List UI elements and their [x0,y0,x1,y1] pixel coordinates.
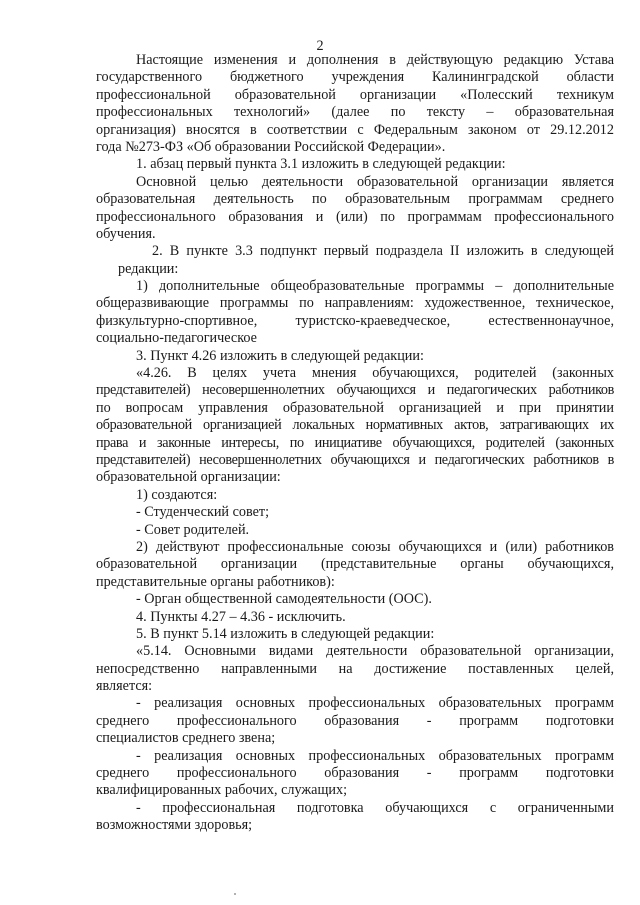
text-line: «4.26. В целях учета мнения обучающихся, родителей (законных [136,365,614,382]
text-line: социально-педагогическое [96,330,257,347]
text-line: - реализация основных профессиональных образовательных программ [136,747,614,764]
text-line: - Орган общественной самодеятельности (ООС). [136,591,432,608]
text-line: Настоящие изменения и дополнения в действующую редакцию Устава [136,52,614,68]
text-line: представительные органы работников): [96,573,335,590]
text-line: 1) создаются: [136,486,218,503]
text-line: 5. В пункт 5.14 изложить в следующей редакции: [136,625,435,642]
text-line: - реализация основных профессиональных образовательных программ [136,695,614,712]
text-line: 4. Пункты 4.27 – 4.36 - исключить. [136,608,346,625]
text-line: непосредственно направленными на достижение поставленных целей, [96,660,614,677]
text-line: образовательная деятельность по образовательным программам среднего [96,191,614,208]
text-line: по вопросам управления образовательной организацией и при принятии [96,399,614,416]
text-line: образовательной организации (представительные органы обучающихся, [96,556,614,573]
text-line: квалифицированных рабочих, служащих; [96,782,348,799]
text-line: профессиональной образовательной организации «Полесский техникум [96,86,614,103]
text-line: организация) вносятся в соответствии с Федеральным законом от 29.12.2012 [96,121,614,138]
page-number: 2 [316,38,324,54]
text-line: общеразвивающие программы по направлениям: художественное, техническое, [96,295,614,312]
text-line: - профессиональная подготовка обучающихся с ограниченными [136,799,614,816]
text-line: среднего профессионального образования - программ подготовки [96,712,614,729]
text-line: - Совет родителей. [136,521,250,538]
text-line: года №273-ФЗ «Об образовании Российской Федерации». [96,138,446,155]
text-line: 3. Пункт 4.26 изложить в следующей редакции: [136,347,424,364]
text-line: профессиональных технологий» (далее по тексту – образовательная [96,104,614,121]
text-line: государственного бюджетного учреждения Калининградской области [96,69,614,86]
document-body [96,52,614,835]
text-line: редакции: [118,260,179,277]
text-line: 1. абзац первый пункта 3.1 изложить в следующей редакции: [136,156,506,173]
text-line: среднего профессионального образования - программ подготовки [96,765,614,782]
text-line: физкультурно-спортивное, туристско-краеведческое, естественнонаучное, [96,312,614,329]
text-line: Основной целью деятельности образовательной организации является [136,173,614,190]
text-line: 2. В пункте 3.3 подпункт первый подраздела II изложить в следующей [152,243,614,260]
text-line: возможностями здоровья; [96,817,253,834]
text-line: образовательной организации: [96,469,281,486]
text-line: 1) дополнительные общеобразовательные программы – дополнительные [136,278,614,295]
text-line: образовательной организацией локальных нормативных актов, затрагивающих их [96,417,614,434]
text-line: права и законные интересы, по инициативе обучающихся, родителей (законных [96,434,614,451]
text-line: обучения. [96,225,156,242]
text-line: представителей) несовершеннолетних обучающихся и педагогических работников [96,382,614,399]
text-line: «5.14. Основными видами деятельности образовательной организации, [136,643,614,660]
text-line: представителей) несовершеннолетних обучающихся и педагогических работников в [96,451,614,468]
text-line: 2) действуют профессиональные союзы обучающихся и (или) работников [136,538,614,555]
text-line: - Студенческий совет; [136,504,270,521]
text-line: профессионального образования и (или) по программам профессионального [96,208,614,225]
text-line: является: [96,678,153,695]
text-line: специалистов среднего звена; [96,730,276,747]
scan-speck [234,893,236,895]
